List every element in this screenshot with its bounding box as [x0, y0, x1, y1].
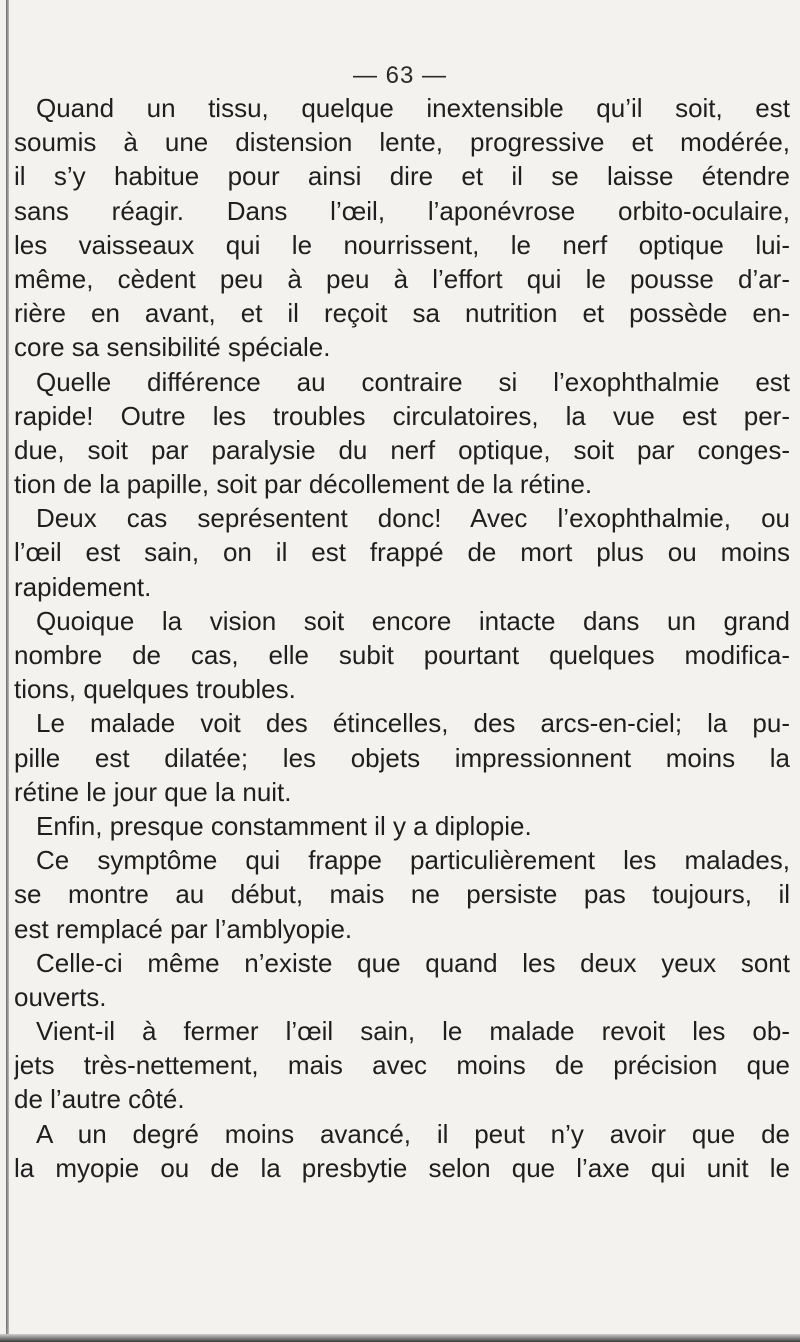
text-line: les vaisseaux qui le nourrissent, le nerf optique lui-: [14, 229, 790, 260]
text-line: nombre de cas, elle subit pourtant quelques modifica-: [14, 640, 790, 670]
text-line: due, soit par paralysie du nerf optique, soit par conges-: [14, 434, 790, 465]
text-line: Ce symptôme qui frappe particulièrement les malades,: [36, 845, 790, 876]
text-line: pille est dilatée; les objets impressionnent moins la: [14, 742, 790, 773]
page-binding-edge: [6, 0, 9, 1342]
text-line: rapide! Outre les troubles circulatoires, la vue est per-: [14, 400, 790, 431]
text-line: de l’autre côté.: [14, 1084, 185, 1115]
text-line: core sa sensibilité spéciale.: [14, 332, 331, 363]
text-line: la myopie ou de la presbytie selon que l’axe qui unit le: [14, 1152, 790, 1183]
text-line: tion de la papille, soit par décollement de la rétine.: [14, 469, 593, 500]
text-line: même, cèdent peu à peu à l’effort qui le pousse d’ar-: [14, 263, 790, 294]
text-line: sans réagir. Dans l’œil, l’aponévrose orbito-oculaire,: [14, 195, 790, 226]
text-line: Enfin, presque constamment il y a diplopie.: [36, 810, 532, 841]
text-line: est remplacé par l’amblyopie.: [14, 913, 353, 944]
text-line: Vient-il à fermer l’œil sain, le malade revoit les ob-: [36, 1016, 790, 1047]
text-line: rétine le jour que la nuit.: [14, 776, 292, 807]
text-line: ouverts.: [14, 981, 107, 1012]
text-line: l’œil est sain, on il est frappé de mort plus ou moins: [14, 537, 790, 568]
text-line: tions, quelques troubles.: [14, 674, 296, 705]
body-text: [14, 91, 790, 1185]
text-line: se montre au début, mais ne persiste pas toujours, il: [14, 879, 790, 910]
text-line: Deux cas seprésentent donc! Avec l’exophthalmie, ou: [36, 503, 790, 534]
page-number: — 63 —: [352, 62, 448, 89]
text-line: Quoique la vision soit encore intacte dans un grand: [36, 605, 790, 636]
text-line: jets très-nettement, mais avec moins de précision que: [14, 1050, 790, 1081]
text-line: A un degré moins avancé, il peut n’y avoir que de: [36, 1118, 790, 1149]
text-line: soumis à une distension lente, progressive et modérée,: [14, 127, 790, 158]
page-bottom-edge: [0, 1334, 800, 1342]
text-line: Quelle différence au contraire si l’exophthalmie est: [36, 366, 790, 397]
text-line: Quand un tissu, quelque inextensible qu’il soit, est: [36, 93, 790, 123]
text-line: Le malade voit des étincelles, des arcs-en-ciel; la pu-: [36, 708, 790, 739]
text-line: il s’y habitue pour ainsi dire et il se laisse étendre: [14, 161, 790, 192]
text-line: Celle-ci même n’existe que quand les deux yeux sont: [36, 947, 790, 978]
text-line: rière en avant, et il reçoit sa nutrition et possède en-: [14, 298, 790, 329]
text-line: rapidement.: [14, 571, 152, 602]
